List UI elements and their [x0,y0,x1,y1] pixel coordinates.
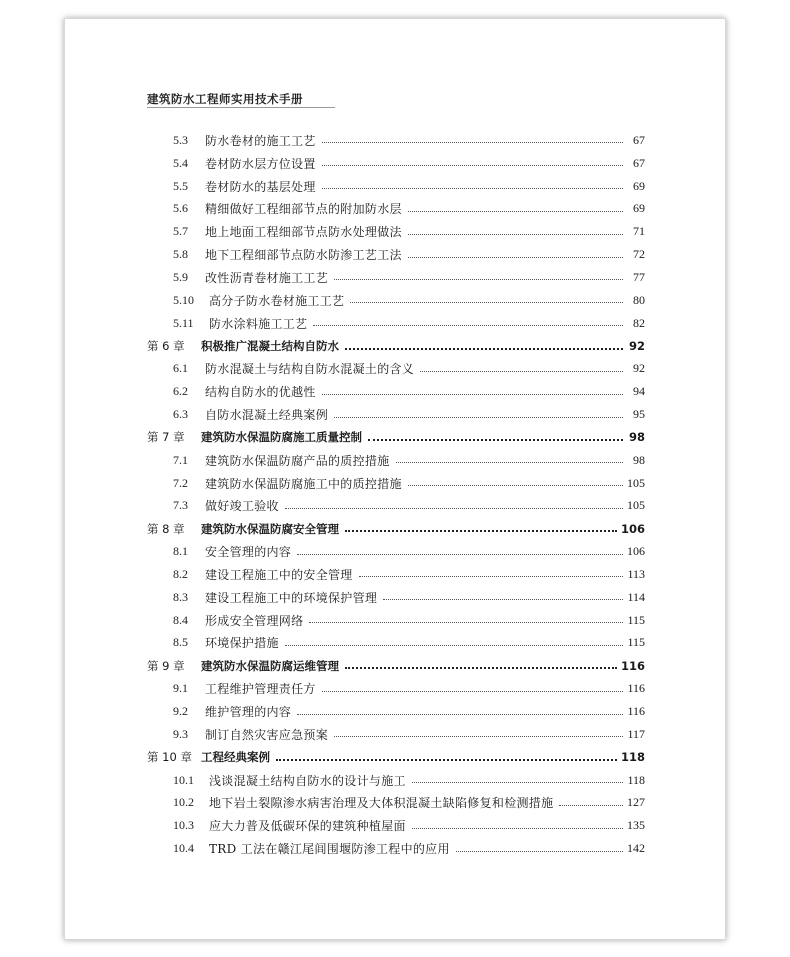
toc-section-row[interactable] [147,312,645,335]
toc-page-number: 72 [633,247,645,262]
toc-page-number: 127 [627,795,645,810]
toc-page-number: 71 [633,224,645,239]
toc-entry-number: 10.4 [173,841,194,856]
toc-page-number: 118 [627,772,645,787]
toc-section-row[interactable] [147,266,645,289]
toc-dot-leader [383,598,623,600]
toc-entry-title: 建筑防水保温防腐运维管理 [201,658,339,673]
toc-dot-leader [350,301,623,303]
toc-dot-leader [322,690,623,692]
toc-section-row[interactable] [147,495,645,518]
toc-entry-number: 5.6 [173,201,188,216]
toc-dot-leader [322,164,623,166]
toc-section-row[interactable] [147,380,645,403]
toc-entry-title: 建筑防水保温防腐施工中的质控措施 [205,476,402,491]
toc-dot-leader [322,187,623,189]
toc-section-row[interactable] [147,472,645,495]
toc-section-row[interactable] [147,357,645,380]
toc-chapter-row[interactable] [147,517,645,540]
toc-section-row[interactable] [147,175,645,198]
toc-entry-number: 8.1 [173,544,188,559]
toc-page-number: 113 [627,566,645,581]
toc-section-row[interactable] [147,700,645,723]
toc-entry-title: 浅谈混凝土结构自防水的设计与施工 [209,773,406,788]
toc-section-row[interactable] [147,403,645,426]
toc-entry-number: 9.3 [173,726,188,741]
toc-section-row[interactable] [147,198,645,221]
toc-page-number: 106 [627,544,645,559]
toc-dot-leader [297,713,623,715]
toc-entry-number: 6.3 [173,407,188,422]
toc-section-row[interactable] [147,563,645,586]
book-page [64,18,726,940]
toc-entry-title: 积极推广混凝土结构自防水 [201,339,339,354]
toc-page-number: 117 [627,726,645,741]
toc-entry-number: 6.1 [173,361,188,376]
toc-chapter-row[interactable] [147,746,645,769]
toc-dot-leader [309,621,623,623]
toc-page-number: 105 [627,498,645,513]
toc-page-number: 116 [627,681,645,696]
toc-chapter-row[interactable] [147,654,645,677]
toc-dot-leader [322,393,623,395]
toc-entry-number: 7.2 [173,475,188,490]
toc-entry-number: 10.3 [173,818,194,833]
toc-dot-leader [345,347,623,350]
toc-dot-leader [359,575,623,577]
toc-dot-leader [456,850,623,852]
toc-section-row[interactable] [147,129,645,152]
toc-entry-number: 9.1 [173,681,188,696]
toc-entry-number: 第 8 章 [147,521,185,536]
toc-section-row[interactable] [147,609,645,632]
toc-dot-leader [322,141,623,143]
toc-entry-title: 建设工程施工中的环境保护管理 [205,590,378,605]
toc-page-number: 114 [627,589,645,604]
toc-chapter-row[interactable] [147,335,645,358]
toc-section-row[interactable] [147,814,645,837]
toc-entry-number: 6.2 [173,384,188,399]
toc-entry-number: 7.1 [173,452,188,467]
toc-entry-title: 建筑防水保温防腐产品的质控措施 [205,453,390,468]
toc-dot-leader [396,461,623,463]
toc-dot-leader [408,233,623,235]
toc-entry-title: 防水卷材的施工工艺 [205,133,316,148]
toc-section-row[interactable] [147,220,645,243]
toc-section-row[interactable] [147,769,645,792]
toc-page-number: 115 [627,612,645,627]
toc-entry-number: 5.4 [173,155,188,170]
toc-entry-number: 5.9 [173,269,188,284]
toc-entry-title: 防水涂料施工工艺 [209,316,308,331]
toc-section-row[interactable] [147,632,645,655]
toc-entry-number: 8.3 [173,589,188,604]
toc-entry-number: 第 10 章 [147,750,192,765]
toc-entry-title: 防水混凝土与结构自防水混凝土的含义 [205,362,415,377]
toc-page-number: 92 [628,339,645,354]
toc-entry-title: 环境保护措施 [205,636,279,651]
toc-entry-number: 第 6 章 [147,339,185,354]
toc-page-number: 98 [628,430,645,445]
toc-entry-title: 卷材防水的基层处理 [205,179,316,194]
toc-page-number: 105 [627,475,645,490]
toc-dot-leader [345,529,617,532]
toc-entry-title: 工程经典案例 [201,750,270,765]
toc-dot-leader [334,278,623,280]
toc-section-row[interactable] [147,152,645,175]
toc-section-row[interactable] [147,586,645,609]
toc-entry-title: 改性沥青卷材施工工艺 [205,270,329,285]
toc-page-number: 80 [633,292,645,307]
toc-dot-leader [276,758,617,761]
toc-section-row[interactable] [147,723,645,746]
toc-entry-title: 工程维护管理责任方 [205,682,316,697]
toc-page-number: 95 [633,407,645,422]
toc-dot-leader [368,438,623,441]
toc-entry-title: 安全管理的内容 [205,545,292,560]
toc-page-number: 69 [633,201,645,216]
toc-entry-title: 应大力普及低碳环保的建筑种植屋面 [209,819,406,834]
toc-entry-title: 形成安全管理网络 [205,613,304,628]
toc-dot-leader [408,210,623,212]
toc-entry-title: 建筑防水保温防腐安全管理 [201,521,339,536]
toc-entry-number: 5.3 [173,132,188,147]
toc-entry-number: 5.5 [173,178,188,193]
toc-dot-leader [297,553,623,555]
running-head: 建筑防水工程师实用技术手册 [147,92,303,106]
toc-dot-leader [420,370,623,372]
toc-entry-number: 8.2 [173,566,188,581]
toc-entry-number: 5.10 [173,292,194,307]
toc-entry-title: 地上地面工程细部节点防水处理做法 [205,225,402,240]
toc-entry-title: 结构自防水的优越性 [205,385,316,400]
toc-section-row[interactable] [147,791,645,814]
toc-dot-leader [408,256,623,258]
toc-page-number: 135 [627,818,645,833]
toc-entry-title: 做好竣工验收 [205,499,279,514]
toc-entry-title: 建设工程施工中的安全管理 [205,567,353,582]
toc-entry-title: 制订自然灾害应急预案 [205,727,329,742]
toc-entry-number: 9.2 [173,704,188,719]
toc-entry-number: 8.4 [173,612,188,627]
toc-entry-number: 10.1 [173,772,194,787]
toc-page-number: 116 [627,704,645,719]
toc-section-row[interactable] [147,540,645,563]
toc-dot-leader [285,507,623,509]
toc-dot-leader [408,484,623,486]
toc-page-number: 69 [633,178,645,193]
toc-page-number: 67 [633,132,645,147]
toc-chapter-row[interactable] [147,426,645,449]
toc-entry-title: 建筑防水保温防腐施工质量控制 [201,430,362,445]
toc-section-row[interactable] [147,243,645,266]
toc-page-number: 116 [620,658,645,673]
toc-page-number: 77 [633,269,645,284]
table-of-contents [147,129,645,860]
toc-entry-number: 5.11 [173,315,194,330]
toc-dot-leader [285,644,623,646]
toc-page-number: 82 [633,315,645,330]
toc-entry-number: 8.5 [173,635,188,650]
toc-entry-number: 10.2 [173,795,194,810]
toc-section-row[interactable] [147,837,645,860]
toc-page-number: 94 [633,384,645,399]
toc-section-row[interactable] [147,449,645,472]
toc-entry-title: 卷材防水层方位设置 [205,156,316,171]
toc-dot-leader [412,781,623,783]
toc-dot-leader [313,324,623,326]
toc-page-number: 115 [627,635,645,650]
toc-entry-number: 第 9 章 [147,658,185,673]
toc-entry-number: 5.8 [173,247,188,262]
toc-entry-title: 自防水混凝土经典案例 [205,408,329,423]
toc-entry-title: 高分子防水卷材施工工艺 [209,293,345,308]
toc-entry-title: 地下岩土裂隙渗水病害治理及大体积混凝土缺陷修复和检测措施 [209,796,554,811]
toc-page-number: 118 [620,750,645,765]
toc-page-number: 142 [627,841,645,856]
toc-dot-leader [345,666,617,669]
toc-dot-leader [559,804,623,806]
toc-dot-leader [334,735,623,737]
toc-section-row[interactable] [147,289,645,312]
toc-entry-number: 第 7 章 [147,430,185,445]
toc-dot-leader [334,416,623,418]
toc-page-number: 98 [633,452,645,467]
toc-page-number: 106 [620,521,645,536]
toc-page-number: 92 [633,361,645,376]
running-head-rule [147,107,335,108]
toc-entry-title: 维护管理的内容 [205,705,292,720]
toc-section-row[interactable] [147,677,645,700]
toc-dot-leader [412,827,623,829]
toc-entry-title: 地下工程细部节点防水防渗工艺工法 [205,248,402,263]
toc-entry-title: 精细做好工程细部节点的附加防水层 [205,202,402,217]
toc-entry-number: 7.3 [173,498,188,513]
toc-page-number: 67 [633,155,645,170]
toc-entry-number: 5.7 [173,224,188,239]
toc-entry-title: TRD 工法在赣江尾闾围堰防渗工程中的应用 [209,842,450,857]
